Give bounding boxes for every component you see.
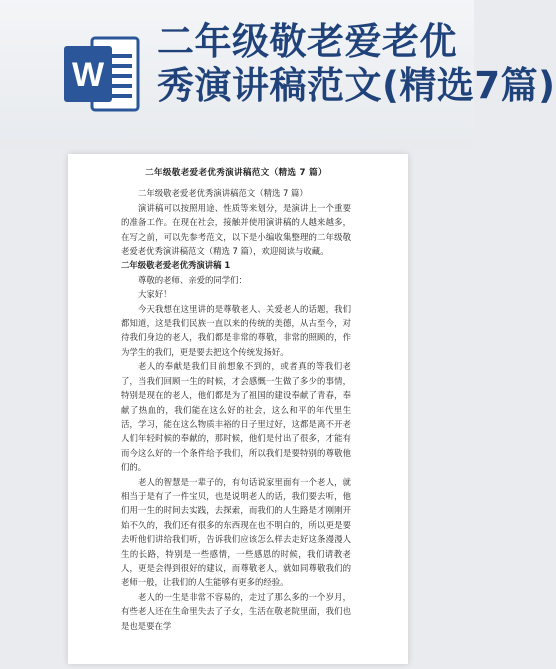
word-logo-letter: W — [71, 56, 105, 94]
paragraph: 老人的奉献是我们目前想象不到的，或者真的等我们老了，当我们回顾一生的时候，才会感慨一生做了多少的事情，特别是现在的老人，他们都是为了祖国的建设奉献了青春，奉献了热血的，我们能在这么好的社会，这么和平的年代里生活，学习，能在这么物质丰裕的日子里过好，这都是离不开老人们年轻时候的奉献的，那时候，他们是付出了很多，才能有而今这么好的一个条件给予我们，所以我们是要特别的尊敬他们的。 — [121, 361, 351, 473]
document-title: 二年级敬老爱老优秀演讲稿范文（精选 7 篇） — [145, 168, 327, 178]
paragraph: 二年级敬老爱老优秀演讲稿范文（精选 7 篇） — [138, 188, 308, 199]
banner-title-line-1: 二年级敬老爱老优 — [157, 20, 457, 63]
paragraph: 大家好！ — [138, 289, 172, 300]
paragraph: 演讲稿可以按照用途、性质等来划分，是演讲上一个重要的准备工作。在现在社会，接触并使用演讲稿的人越来越多，在写之前，可以先参考范文，以下是小编收集整理的二年级敬老爱老优秀演讲稿范文（精选 7 篇），欢迎阅读与收藏。 — [121, 202, 351, 257]
paragraph: 老人的智慧是一辈子的，有句话说家里面有一个老人，就相当于是有了一件宝贝，也是说明老人的话，我们要去听，他们用一生的时间去实践，去探索，而我们的人生路是才刚刚开始不久的，我们还有很多的东西现在也不明白的，所以更是要去听他们讲给我们听，告诉我们应该怎么样去走好这条漫漫人生的长路，特别是一些感情，一些感恩的时候，我们请教老人，更是会得到很好的建议，而尊敬老人，就如同尊敬我们的老师一般，让我们的人生能够有更多的经验。 — [121, 476, 351, 588]
banner-title — [157, 20, 556, 108]
banner-title-line-2: 秀演讲稿范文(精选7篇) — [157, 64, 556, 107]
document-paragraphs — [121, 186, 351, 633]
document-body — [121, 166, 351, 633]
paragraph: 今天我想在这里讲的是尊敬老人、关爱老人的话题，我们都知道，这是我们民族一直以来的传统的美德，从古至今，对待我们身边的老人，我们都是非常的尊敬，非常的照顾的，作为学生的我们，更是要去把这个传统发扬好。 — [121, 303, 351, 357]
document-page — [68, 154, 408, 664]
header-banner — [0, 0, 556, 150]
word-document-icon — [62, 34, 142, 114]
paragraph: 尊敬的老师、亲爱的同学们： — [138, 274, 247, 285]
paragraph: 老人的一生是非常不容易的，走过了那么多的一个岁月，有些老人还在生命里失去了子女，生活在敬老院里面，我们也是也是要在学 — [121, 591, 351, 631]
section-heading: 二年级敬老爱老优秀演讲稿 1 — [121, 260, 231, 271]
